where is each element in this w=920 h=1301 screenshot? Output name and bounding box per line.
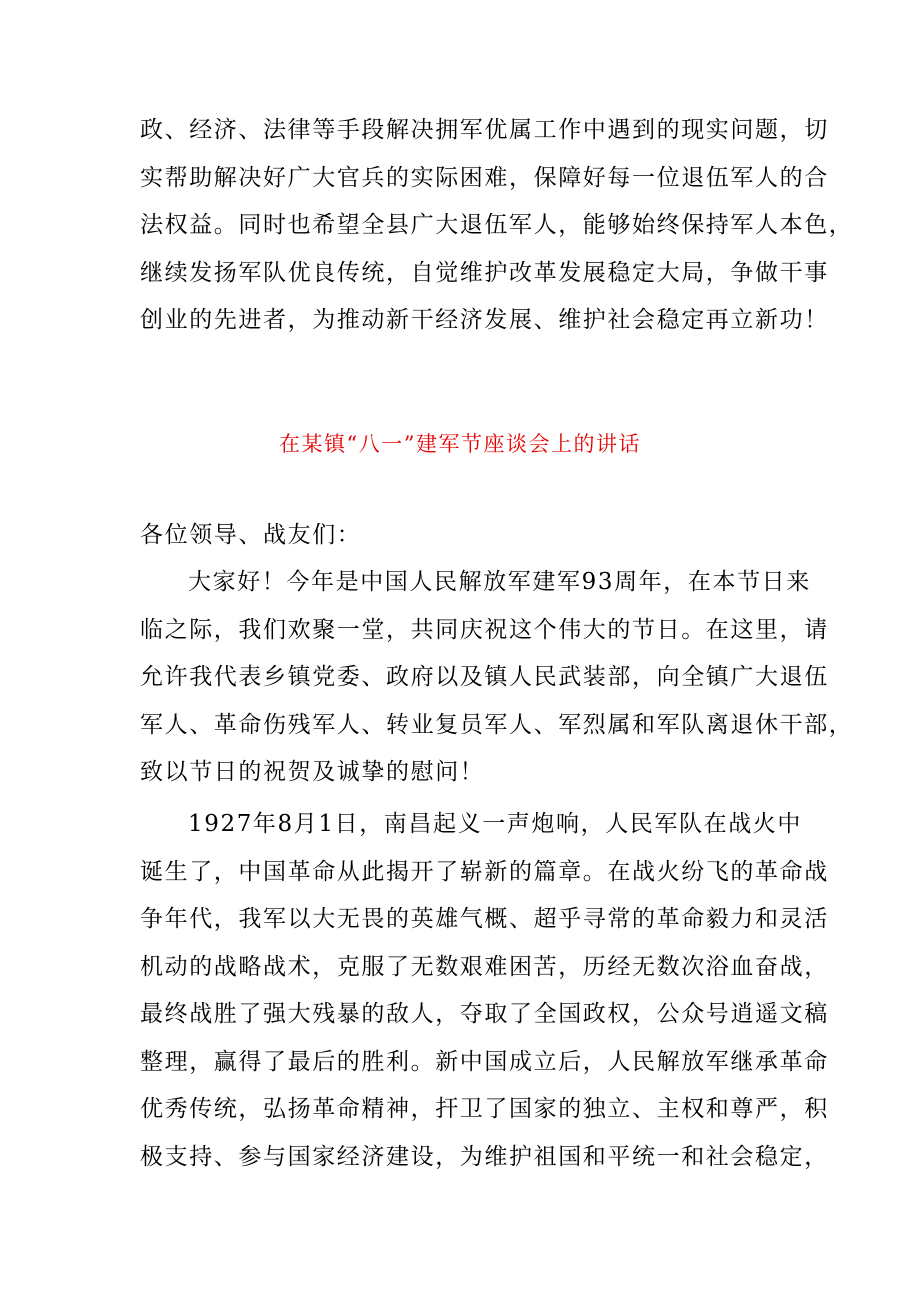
text-line: 诞生了，中国革命从此揭开了崭新的篇章。在战火纷飞的革命战	[140, 858, 829, 885]
text-line: 最终战胜了强大残暴的敌人，夺取了全国政权，公众号逍遥文稿	[140, 1001, 829, 1027]
text-line: 允许我代表乡镇党委、政府以及镇人民武装部，向全镇广大退伍	[140, 664, 829, 690]
paragraph-history	[140, 801, 829, 1181]
text-line: 大家好！今年是中国人民解放军建军93周年，在本节日来	[188, 569, 811, 595]
continuation-paragraph	[140, 107, 854, 345]
text-line: 极支持、参与国家经济建设，为维护祖国和平统一和社会稳定，	[140, 1143, 829, 1170]
speech-title: 在某镇“八一”建军节座谈会上的讲话	[279, 432, 641, 456]
text-line: 创业的先进者，为推动新干经济发展、维护社会稳定再立新功！	[140, 307, 829, 333]
paragraph-opening	[140, 559, 854, 797]
text-line: 机动的战略战术，克服了无数艰难困苦，历经无数次浴血奋战，	[140, 953, 829, 980]
text-line: 临之际，我们欢聚一堂，共同庆祝这个伟大的节日。在这里，请	[140, 616, 829, 643]
salutation	[140, 512, 790, 560]
text-line: 致以节日的祝贺及诚挚的慰问！	[140, 759, 485, 785]
text-line: 1927年8月1日，南昌起义一声炮响，人民军队在战火中	[188, 811, 802, 837]
text-line: 整理，赢得了最后的胜利。新中国成立后，人民解放军继承革命	[140, 1048, 829, 1075]
text-line: 实帮助解决好广大官兵的实际困难，保障好每一位退伍军人的合	[140, 164, 829, 191]
text-line: 优秀传统，弘扬革命精神，扞卫了国家的独立、主权和尊严，积	[140, 1096, 829, 1122]
text-line: 继续发扬军队优良传统，自觉维护改革发展稳定大局，争做干事	[140, 259, 829, 286]
text-line: 军人、革命伤残军人、转业复员军人、军烈属和军队离退休干部，	[140, 711, 854, 738]
salutation-text: 各位领导、战友们：	[140, 522, 362, 548]
text-line: 法权益。同时也希望全县广大退伍军人，能够始终保持军人本色，	[140, 212, 854, 238]
text-line: 政、经济、法律等手段解决拥军优属工作中遇到的现实问题，切	[140, 117, 829, 143]
text-line: 争年代，我军以大无畏的英雄气概、超乎寻常的革命毅力和灵活	[140, 906, 829, 932]
